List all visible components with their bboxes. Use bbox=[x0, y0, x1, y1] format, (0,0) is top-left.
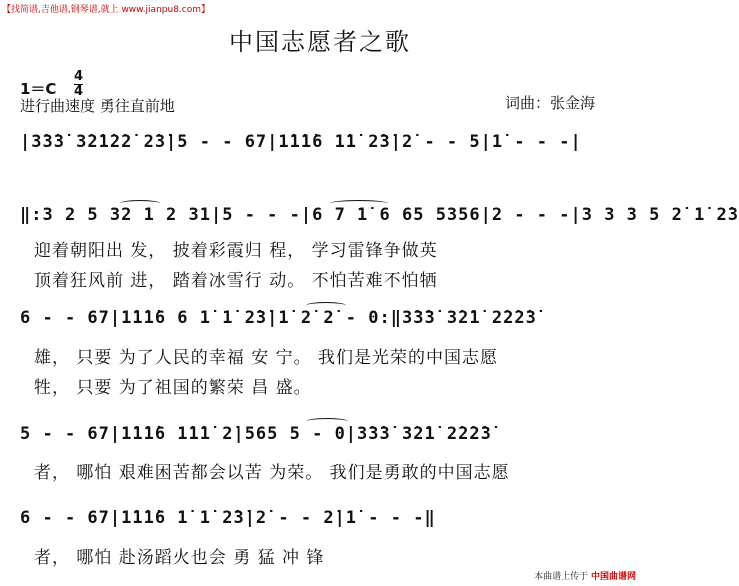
meter-top: 4 bbox=[74, 69, 84, 84]
slur-mark bbox=[120, 200, 160, 207]
footer-source bbox=[534, 569, 636, 582]
lyric-line-4a: 者， 哪怕 艰难困苦都会以苦 为荣。 我们是勇敢的中国志愿 bbox=[34, 463, 510, 483]
site-watermark: 【找简谱,吉他谱,钢琴谱,就上 www.jianpu8.com】 bbox=[2, 5, 211, 15]
notation-line-3: 6 - - 67|1̇1̇1̇6 6 1̇ 1̇ 2̇3̇|1̇ 2̇ 2̇ - 0:‖3̇3̇3̇ 3̇2̇1̇ 2̇2̇2̇3̇ bbox=[20, 308, 537, 328]
notation-line-4: 5 - - 67|1̇1̇1̇6 1̇1̇1̇ 2̇|565 5 - 0|3̇3̇3̇ 3̇2̇1̇ 2̇2̇2̇3̇ bbox=[20, 424, 492, 444]
lyric-line-2b: 顶着狂风前 进， 踏着冰雪行 动。 不怕苦难不怕牺 bbox=[34, 271, 438, 291]
key-signature: 1＝C bbox=[20, 80, 57, 98]
notation-line-1: |3̇3̇3̇ 3̇2̇1̇2̇2̇ 2̇3̇|5 - - 67|1̇1̇1̇6 1̇1̇ 2̇3̇|2̇ - - 5|1̇ - - -| bbox=[20, 132, 582, 152]
slur-mark bbox=[306, 418, 348, 425]
slur-mark bbox=[330, 200, 388, 207]
tempo-marking: 进行曲速度 勇往直前地 bbox=[20, 97, 175, 115]
song-title: 中国志愿者之歌 bbox=[229, 28, 411, 56]
slur-mark bbox=[306, 302, 346, 309]
footer-brand: 中国曲谱网 bbox=[590, 572, 636, 582]
notation-line-2: ‖:3 2 5 32 1 2 31|5 - - -|6 7 1̇ 6 65 5356|2 - - -|3 3 3 5 2̇ 1̇ 2̇3̇ bbox=[20, 205, 739, 225]
lyric-line-2a: 迎着朝阳出 发， 披着彩霞归 程， 学习雷锋争做英 bbox=[34, 241, 438, 261]
footer-text: 本曲谱上传于 bbox=[534, 572, 589, 582]
composer-credit: 词曲：张金海 bbox=[505, 94, 596, 112]
lyric-line-3a: 雄， 只要 为了人民的幸福 安 宁。 我们是光荣的中国志愿 bbox=[34, 348, 499, 368]
lyric-line-5a: 者， 哪怕 赴汤蹈火也会 勇 猛 冲 锋 bbox=[34, 548, 325, 568]
meter-bottom: 4 bbox=[74, 84, 84, 99]
notation-line-5: 6 - - 67|1̇1̇1̇6 1̇ 1̇ 2̇3̇|2̇ - - 2̇|1̇ - - -‖ bbox=[20, 508, 436, 528]
lyric-line-3b: 牲， 只要 为了祖国的繁荣 昌 盛。 bbox=[34, 378, 312, 398]
